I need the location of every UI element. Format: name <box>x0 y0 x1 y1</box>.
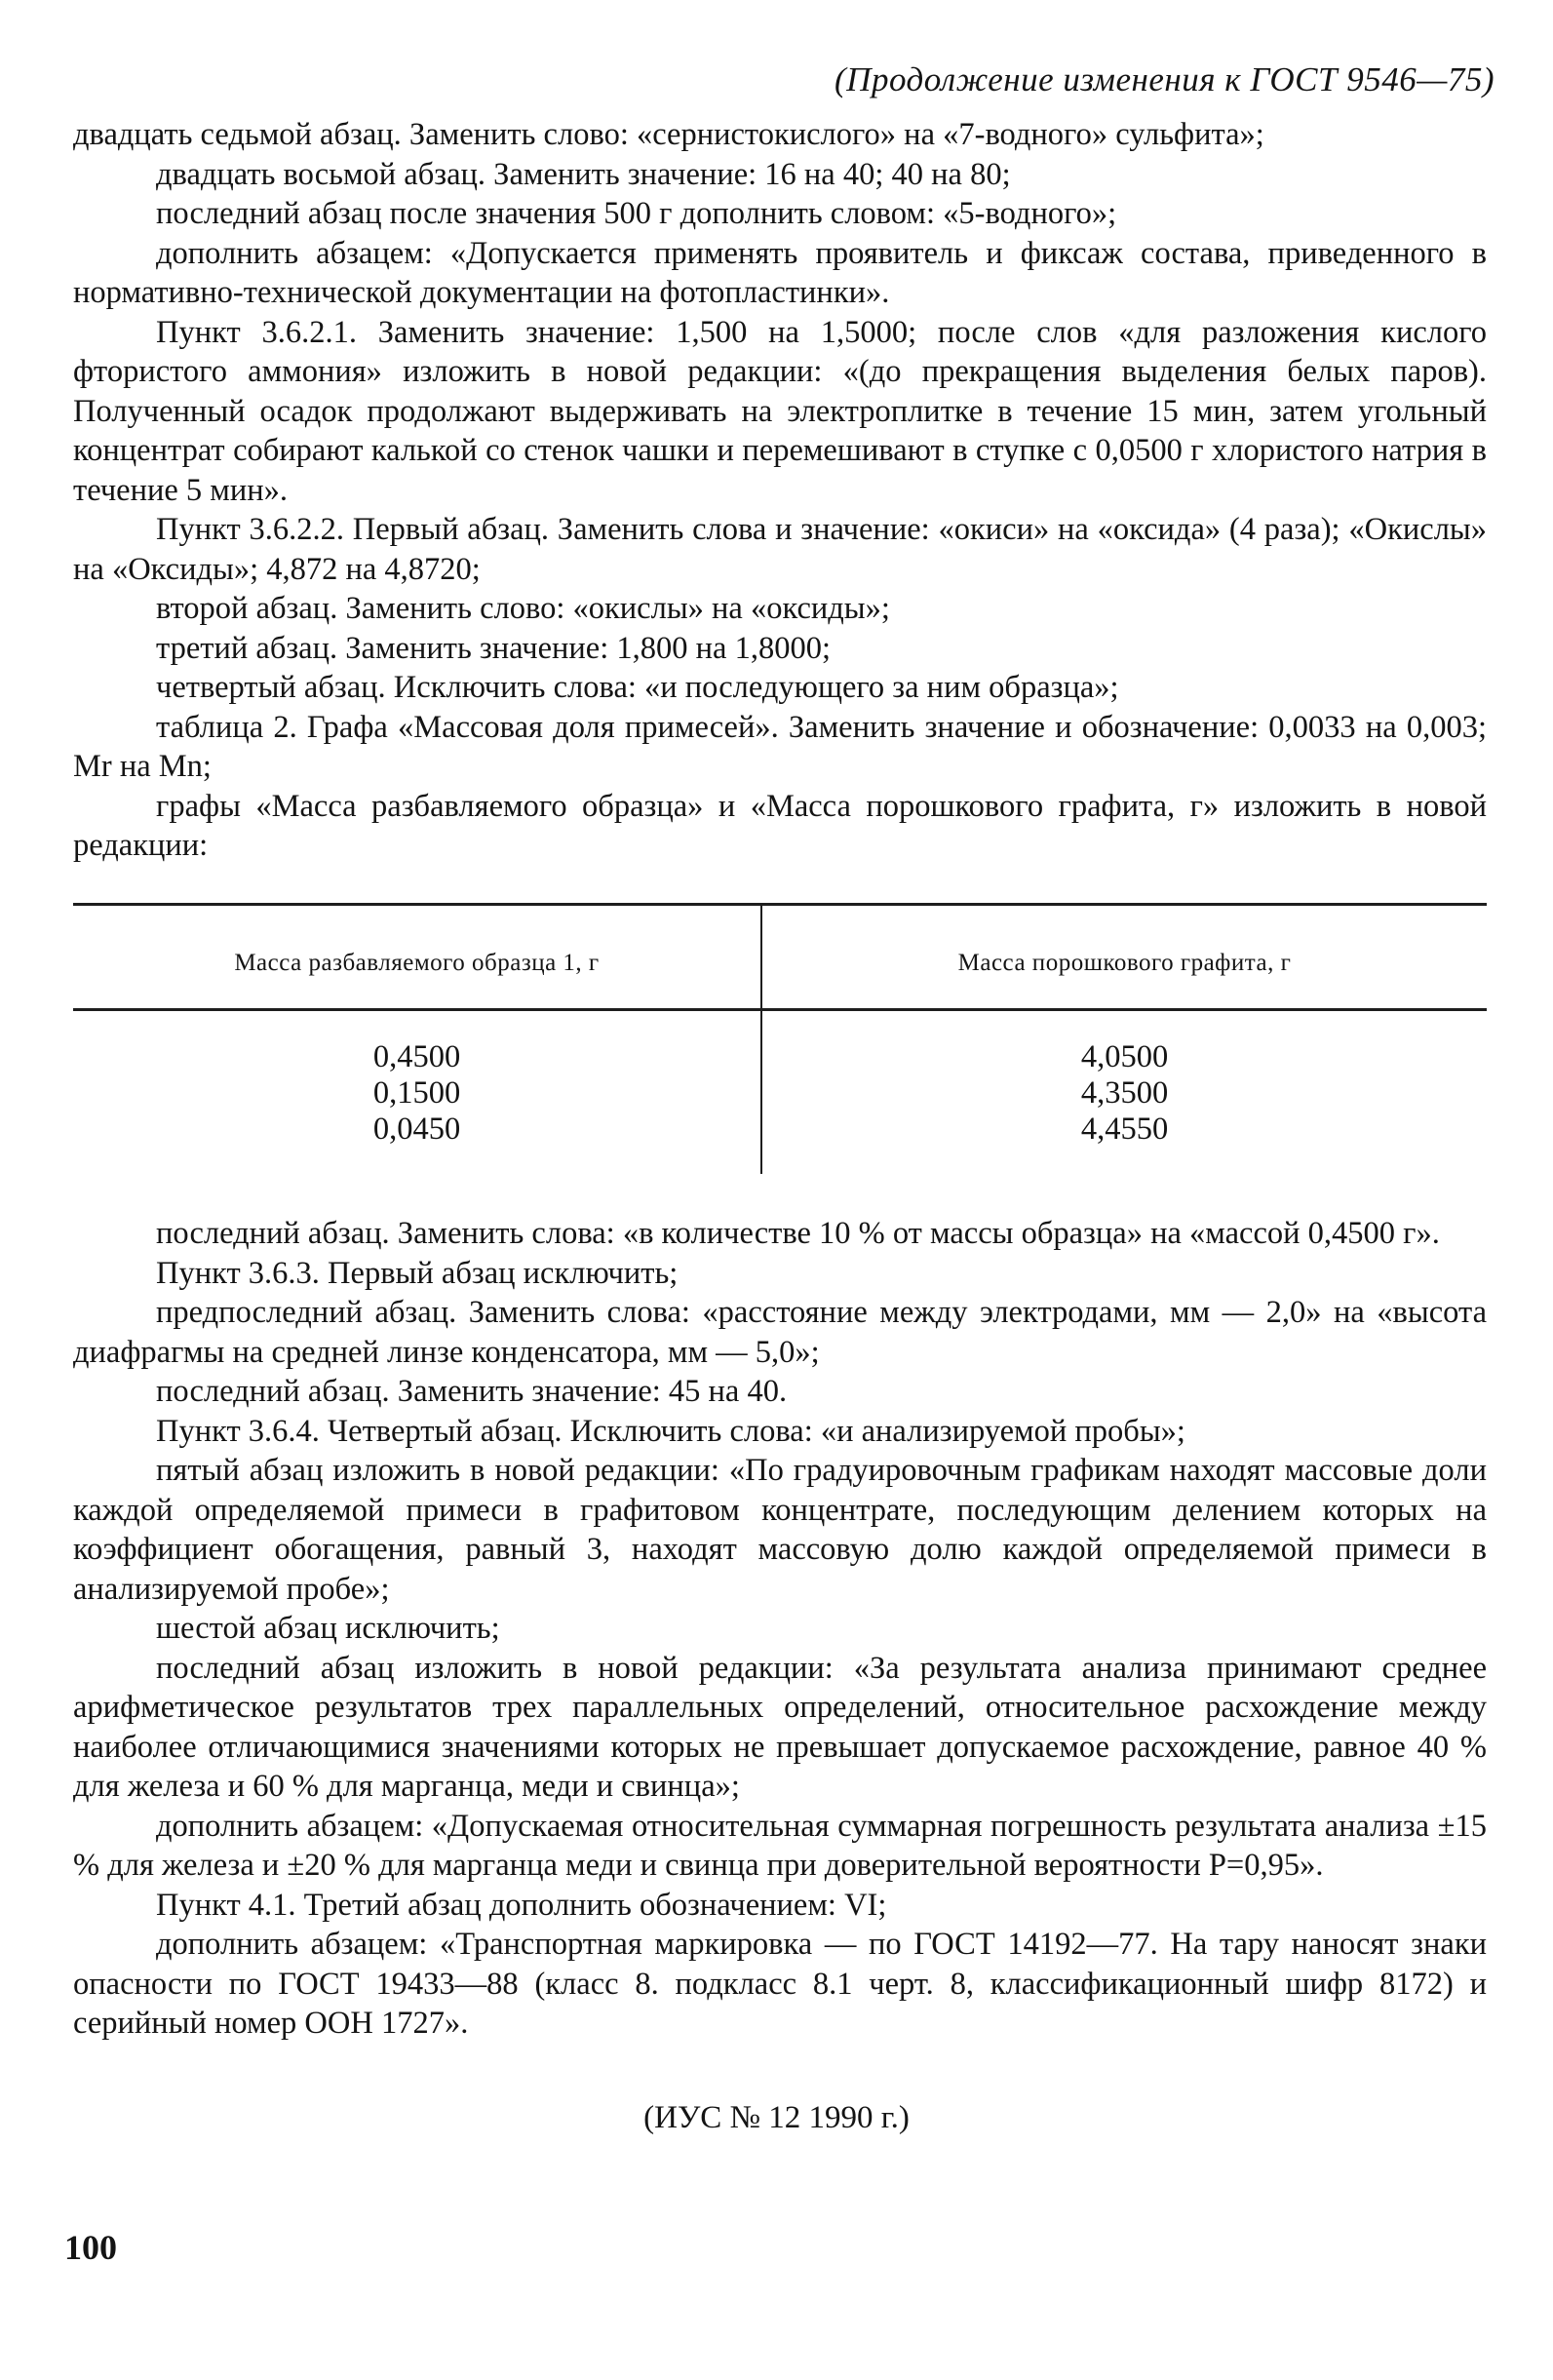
paragraph: таблица 2. Графа «Массовая доля примесей». Заменить значение и обозначение: 0,0033 на 0,003; Mr на Mn; <box>73 709 1487 784</box>
table-cell: 0,1500 <box>372 1075 461 1111</box>
paragraph: предпоследний абзац. Заменить слова: «расстояние между электродами, мм — 2,0» на «высота диафрагмы на средней линзе конденсатора, мм — 5,0»; <box>73 1295 1487 1370</box>
table-cell: 4,4550 <box>1080 1112 1169 1147</box>
table-header-graphite-mass: Масса порошкового графита, г <box>957 950 1292 976</box>
paragraph: Пункт 3.6.2.2. Первый абзац. Заменить слова и значение: «окиси» на «оксида» (4 раза); «Окислы» на «Оксиды»; 4,872 на 4,8720; <box>73 512 1487 587</box>
paragraph: дополнить абзацем: «Допускается применять проявитель и фиксаж состава, приведенного в нормативно-технической документации на фотопластинки». <box>73 235 1487 310</box>
paragraph: третий абзац. Заменить значение: 1,800 на 1,8000; <box>156 630 831 666</box>
paragraph: второй абзац. Заменить слово: «окислы» на «оксиды»; <box>156 591 890 626</box>
paragraph: последний абзац после значения 500 г дополнить словом: «5-водного»; <box>156 196 1117 231</box>
paragraph: последний абзац изложить в новой редакции: «За результата анализа принимают среднее арифметическое результатов трех параллельных определений, относительное расхождение между наиболее отличающимися значениями которых не превышает допускаемое расхождение, равное 40 % для железа и 60 % для марганца, меди и свинца»; <box>73 1650 1487 1804</box>
paragraph: двадцать восьмой абзац. Заменить значение: 16 на 40; 40 на 80; <box>156 156 1011 192</box>
paragraph: Пункт 3.6.3. Первый абзац исключить; <box>156 1255 679 1291</box>
ius-reference: (ИУС № 12 1990 г.) <box>643 2100 910 2135</box>
table-header-rule <box>73 1008 1487 1011</box>
table-cell: 4,3500 <box>1080 1075 1169 1111</box>
paragraph: Пункт 3.6.2.1. Заменить значение: 1,500 на 1,5000; после слов «для разложения кислого фтористого аммония» изложить в новой редакции: «(до прекращения выделения белых паров). Полученный осадок продолжают выдерживать на электроплитке в течение 15 мин, затем угольный концентрат собирают калькой со стенок чашки и перемешивают в ступке с 0,0500 г хлористого натрия в течение 5 мин». <box>73 314 1487 508</box>
table-column-graphite-mass <box>762 1039 1487 1148</box>
paragraph: четвертый абзац. Исключить слова: «и последующего за ним образца»; <box>156 670 1119 705</box>
paragraph: дополнить абзацем: «Допускаемая относительная суммарная погрешность результата анализа ±15 % для железа и ±20 % для марганца меди и свинца при доверительной вероятности P=0,95». <box>73 1808 1487 1883</box>
table-column-sample-mass <box>73 1039 760 1148</box>
table-cell: 0,0450 <box>372 1112 461 1147</box>
replacement-table <box>73 895 1487 1180</box>
text-block-bottom <box>73 1214 1487 2044</box>
table-top-rule <box>73 903 1487 906</box>
paragraph: пятый абзац изложить в новой редакции: «По градуировочным графикам находят массовые доли каждой определяемой примеси в графитовом концентрате, последующим делением которых на коэффициент обогащения, равный 3, находят массовую долю каждой определяемой примеси в анализируемой пробе»; <box>73 1453 1487 1607</box>
running-header: (Продолжение изменения к ГОСТ 9546—75) <box>835 60 1495 98</box>
paragraph: последний абзац. Заменить слова: «в количестве 10 % от массы образца» на «массой 0,4500 г». <box>156 1216 1440 1251</box>
paragraph: дополнить абзацем: «Транспортная маркировка — по ГОСТ 14192—77. На тару наносят знаки опасности по ГОСТ 19433—88 (класс 8. подкласс 8.1 черт. 8, классификационный шифр 8172) и серийный номер ООН 1727». <box>73 1927 1487 2041</box>
paragraph: последний абзац. Заменить значение: 45 на 40. <box>156 1374 788 1409</box>
table-cell: 4,0500 <box>1080 1039 1169 1074</box>
paragraph: шестой абзац исключить; <box>156 1611 500 1646</box>
text-block-top <box>73 115 1487 866</box>
paragraph: Пункт 3.6.4. Четвертый абзац. Исключить слова: «и анализируемой пробы»; <box>156 1413 1185 1449</box>
paragraph: двадцать седьмой абзац. Заменить слово: «сернистокислого» на «7-водного» сульфита»; <box>73 117 1264 152</box>
paragraph: Пункт 4.1. Третий абзац дополнить обозначением: VI; <box>156 1887 887 1923</box>
paragraph: графы «Масса разбавляемого образца» и «Масса порошкового графита, г» изложить в новой редакции: <box>73 788 1487 863</box>
table-header-sample-mass: Масса разбавляемого образца 1, г <box>234 950 600 976</box>
table-cell: 0,4500 <box>372 1039 461 1074</box>
page-number: 100 <box>64 2228 117 2267</box>
